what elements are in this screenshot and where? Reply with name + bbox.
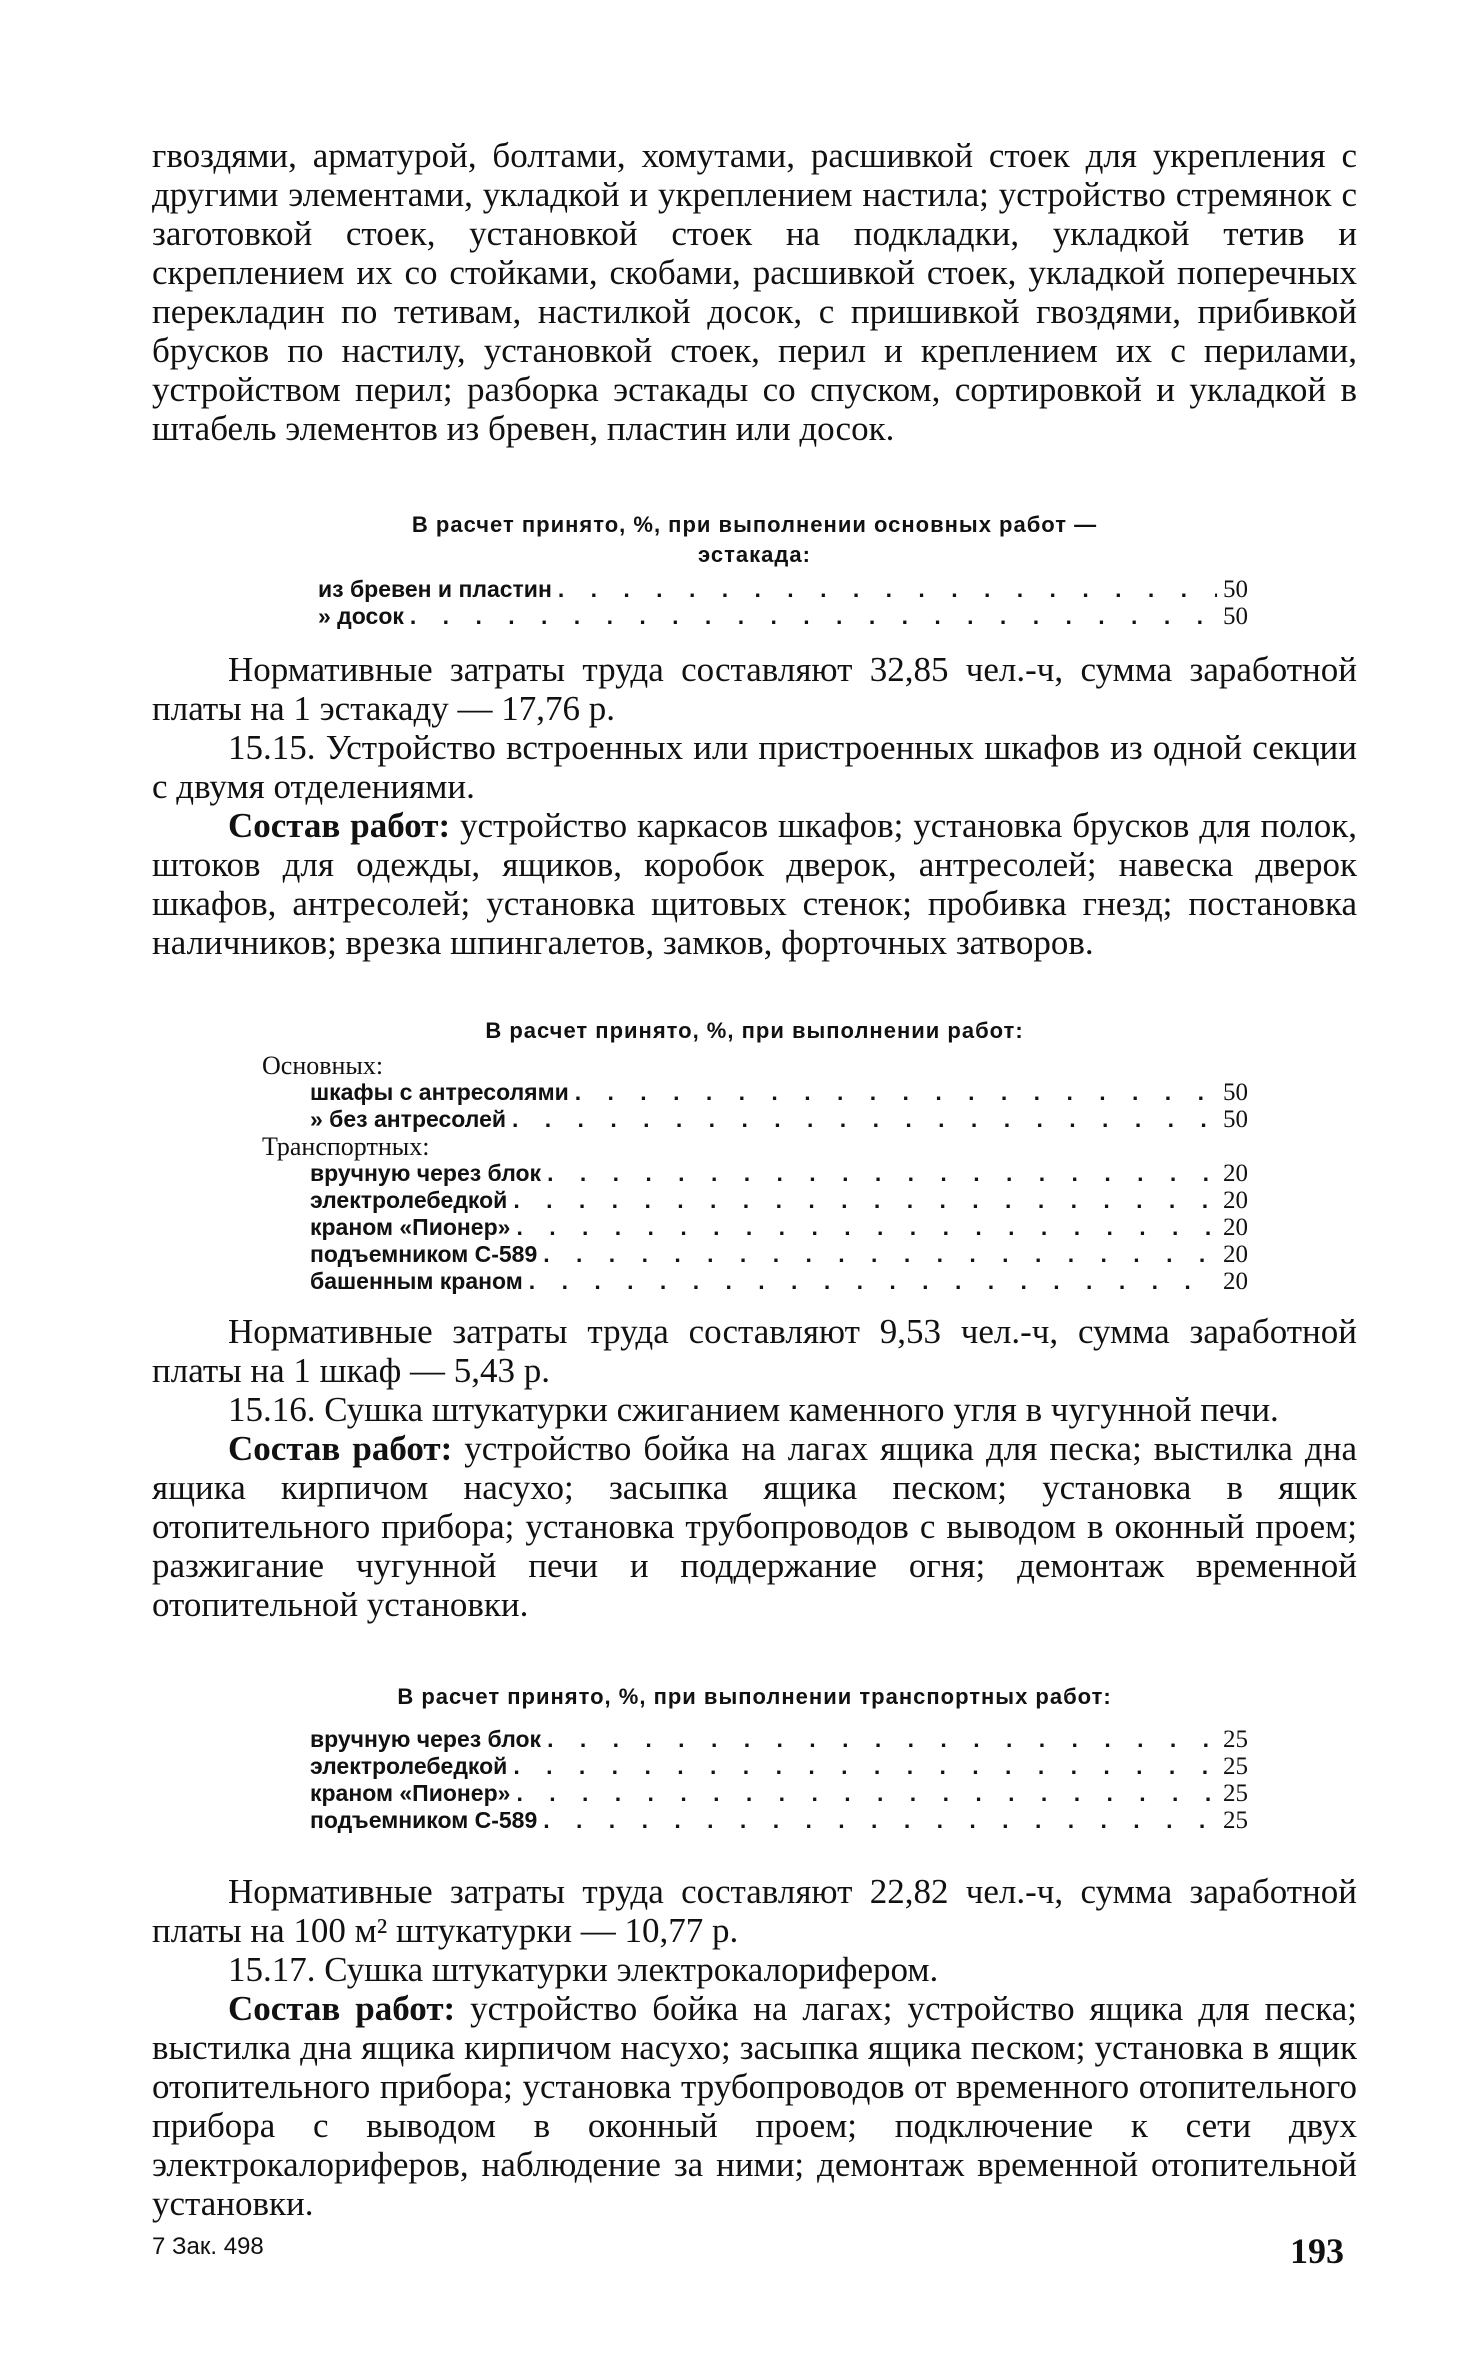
table2-row-value: 20: [1223, 1241, 1248, 1268]
table2-row: [262, 1079, 1248, 1106]
table2-row-value: 50: [1223, 1106, 1248, 1133]
table1-row-value: 50: [1223, 603, 1248, 630]
table2-row-label: подъемником С-589: [310, 1241, 538, 1267]
table1-row-value: 50: [1223, 576, 1248, 603]
leader-dots: [543, 1807, 1217, 1834]
table3: [310, 1726, 1248, 1834]
section-15-17-title: 15.17. Сушка штукатурки электрокалорифером.: [228, 1950, 939, 1989]
table2-group-main: Основных:: [262, 1051, 384, 1080]
table2-row-label: башенным краном: [310, 1268, 523, 1294]
leader-dots: [547, 1160, 1217, 1187]
table1-row-label: из бревен и пластин: [318, 576, 552, 602]
page-number: 193: [1290, 2231, 1344, 2271]
composition-text: устройство бойка на лагах; устройство ящика для песка; выстилка дна ящика кирпичом насухо; засыпка ящика песком; установка в ящик отопительного прибора; установка трубопроводов от временного отопительного прибора с выводом в оконный проем; подключение к сети двух электрокалориферов, наблюдение за ними; демонтаж временной отопительной установки.: [152, 1989, 1358, 2223]
section-15-15-composition: [152, 806, 1357, 962]
table2-row-value: 20: [1223, 1214, 1248, 1241]
table2-row-label: шкафы с антресолями: [310, 1079, 569, 1105]
leader-dots: [529, 1268, 1217, 1295]
leader-dots: [547, 1726, 1217, 1753]
leader-dots: [575, 1079, 1217, 1106]
section-15-17-composition: [152, 1989, 1357, 2223]
table2-row-label: краном «Пионер»: [310, 1214, 511, 1240]
table2: [262, 1052, 1248, 1295]
table3-row: [310, 1753, 1248, 1780]
table2-row-value: 20: [1223, 1187, 1248, 1214]
table2-row-label: электролебедкой: [310, 1187, 508, 1213]
leader-dots: [558, 576, 1217, 603]
table2-row-label: вручную через блок: [310, 1160, 542, 1186]
intro-paragraph: гвоздями, арматурой, болтами, хомутами, расшивкой стоек для укрепления с другими элементами, укладкой и укреплением настила; устройство стремянок с заготовкой стоек, установкой стоек на подкладки, укладкой тетив и скреплением их со стойками, скобами, расшивкой стоек, укладкой поперечных перекладин по тетивам, настилкой досок, с пришивкой гвоздями, прибивкой брусков по настилу, установкой стоек, перил и креплением их с перилами, устройством перил; разборка эстакады со спуском, сортировкой и укладкой в штабель элементов из бревен, пластин или досок.: [152, 136, 1357, 448]
table2-group-transport: Транспортных:: [262, 1132, 430, 1161]
section-15-15-title: 15.15. Устройство встроенных или пристроенных шкафов из одной секции с двумя отделениями.: [152, 728, 1357, 806]
leader-dots: [516, 1780, 1217, 1807]
table3-row: [310, 1726, 1248, 1753]
section-15-16-title: 15.16. Сушка штукатурки сжиганием каменного угля в чугунной печи.: [228, 1390, 1279, 1429]
table3-row: [310, 1780, 1248, 1807]
main-text-block-1: [152, 650, 1357, 962]
leader-dots: [513, 1187, 1217, 1214]
table2-row: [262, 1214, 1248, 1241]
table2-row-value: 50: [1223, 1079, 1248, 1106]
table2-row-value: 20: [1223, 1160, 1248, 1187]
table2-row-label: » без антресолей: [310, 1106, 506, 1132]
table2-row: [262, 1160, 1248, 1187]
composition-label: Состав работ:: [228, 806, 451, 845]
composition-label: Состав работ:: [228, 1429, 453, 1468]
leader-dots: [512, 1106, 1217, 1133]
table3-row-label: вручную через блок: [310, 1726, 542, 1752]
table2-row-value: 20: [1223, 1268, 1248, 1295]
table3-row: [310, 1807, 1248, 1834]
composition-text: устройство бойка на лагах ящика для песка; выстилка дна ящика кирпичом насухо; засыпка ящика песком; установка в ящик отопительного прибора; установка трубопроводов с выводом в оконный проем; разжигание чугунной печи и поддержание огня; демонтаж временной отопительной установки.: [152, 1429, 1357, 1624]
table1: [318, 576, 1248, 630]
intro-block: [152, 136, 1357, 448]
norm3-paragraph: Нормативные затраты труда составляют 22,82 чел.-ч, сумма заработной платы на 100 м² штукатурки — 10,77 р.: [152, 1872, 1357, 1950]
norm1-paragraph: Нормативные затраты труда составляют 32,85 чел.-ч, сумма заработной платы на 1 эстакаду — 17,76 р.: [152, 650, 1357, 728]
table2-row: [262, 1241, 1248, 1268]
table3-row-label: краном «Пионер»: [310, 1780, 511, 1806]
main-text-block-3: [152, 1872, 1357, 2223]
table2-row: [262, 1268, 1248, 1295]
table3-row-value: 25: [1223, 1753, 1248, 1780]
table3-caption: В расчет принято, %, при выполнении транспортных работ:: [397, 1684, 1112, 1709]
table1-caption-line2: эстакада:: [698, 542, 811, 567]
table1-caption-line1: В расчет принято, %, при выполнении основных работ —: [411, 512, 1098, 537]
table1-row-label: » досок: [318, 603, 404, 629]
main-text-block-2: [152, 1312, 1357, 1624]
leader-dots: [516, 1214, 1217, 1241]
leader-dots: [410, 603, 1217, 630]
table2-caption: В расчет принято, %, при выполнении работ:: [485, 1018, 1024, 1043]
leader-dots: [543, 1241, 1217, 1268]
leader-dots: [513, 1753, 1217, 1780]
table3-row-label: подъемником С-589: [310, 1807, 538, 1833]
table2-row: [262, 1106, 1248, 1133]
table1-caption: [152, 510, 1357, 570]
table1-row: [318, 576, 1248, 603]
table1-row: [318, 603, 1248, 630]
table3-row-label: электролебедкой: [310, 1753, 508, 1779]
composition-text: устройство каркасов шкафов; установка брусков для полок, штоков для одежды, ящиков, коробок дверок, антресолей; навеска дверок шкафов, антресолей; установка щитовых стенок; пробивка гнезд; постановка наличников; врезка шпингалетов, замков, форточных затворов.: [152, 806, 1357, 962]
table3-row-value: 25: [1223, 1807, 1248, 1834]
table3-row-value: 25: [1223, 1780, 1248, 1807]
footer-order-number: 7 Зак. 498: [152, 2233, 264, 2260]
section-15-16-composition: [152, 1429, 1357, 1624]
table2-row: [262, 1187, 1248, 1214]
norm2-paragraph: Нормативные затраты труда составляют 9,53 чел.-ч, сумма заработной платы на 1 шкаф — 5,43 р.: [152, 1312, 1357, 1390]
table3-row-value: 25: [1223, 1726, 1248, 1753]
composition-label: Состав работ:: [228, 1989, 456, 2028]
